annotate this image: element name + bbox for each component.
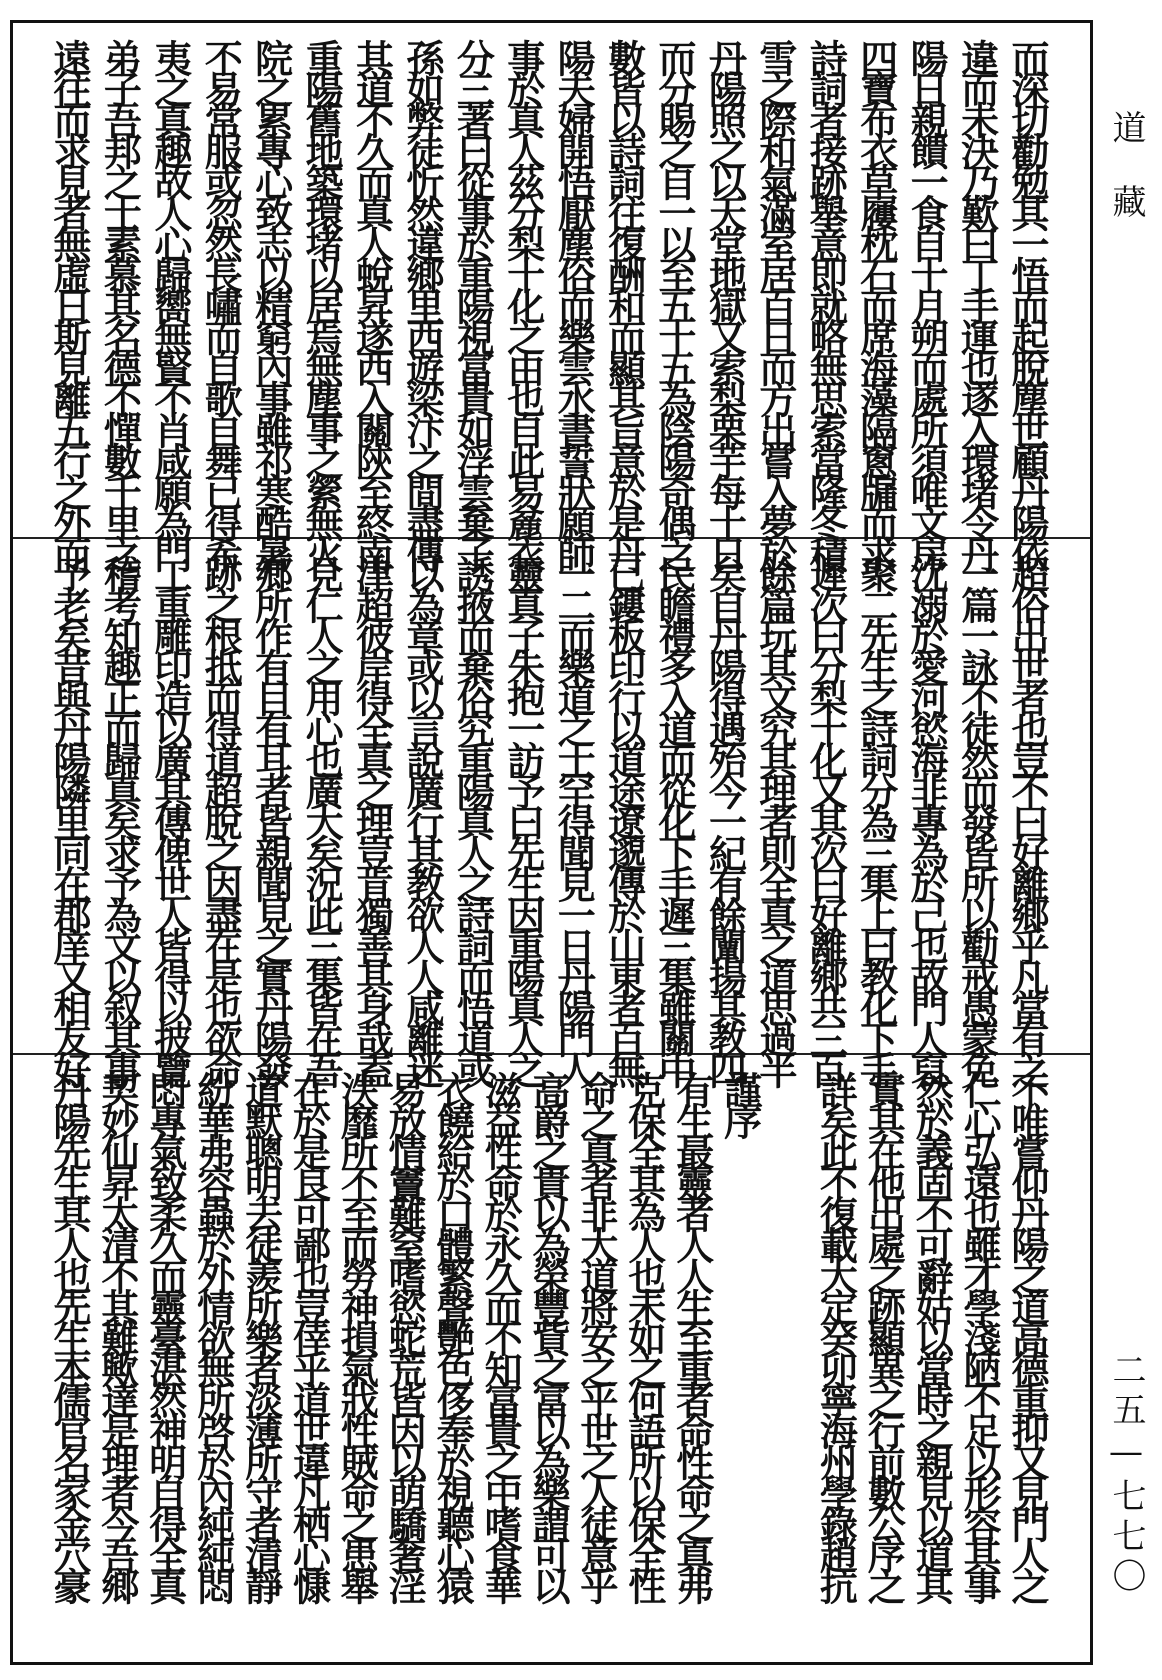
text-column: 夷之真趣故人心歸嚮無賢不肖咸願為門	[147, 39, 193, 566]
text-column: 鄉所作有目有耳者皆親聞見之實丹陽發	[248, 555, 294, 1082]
text-column: 陽日親饋一食自十月朔而處所須唯文房	[904, 39, 950, 566]
text-column: 衣饒給於口體繁聲艷色侈奉於視聽心猿	[430, 1071, 476, 1598]
text-column: 紛華弗容蟲於外情欲無所啓於內純純悶	[190, 1071, 236, 1598]
text-column: 詩詞者接跡舉意即就略無思索當隆冬積	[803, 39, 849, 566]
text-column: 謹序	[717, 1071, 763, 1133]
text-column: 雪之際和氣滿室居百日而方出嘗入夢於	[752, 39, 798, 566]
text-column: 道默聰明去徒羨所樂者淡薄所守者清靜	[238, 1071, 284, 1598]
text-column: 分三著曰從事於重陽視富貴如浮雲棄子	[450, 39, 496, 566]
text-column: 遲次曰分梨十化又其次曰好離鄉共三百	[803, 555, 849, 1082]
text-column: 誘掖而棄俗究重陽真人之詩詞而悟道或	[450, 555, 496, 1082]
text-column: 丹陽照之以天堂地獄又索梨栗芋每十日	[702, 39, 748, 566]
text-column: 在於是良可鄙也豈倖乎道世違凡栖心慷	[286, 1071, 332, 1598]
text-column: 院之累專心致志以精窮內事雖祁寒酷暑	[248, 39, 294, 566]
text-column: 然於義固不可辭姑以當時之親見以道其	[909, 1071, 955, 1598]
text-column: 一二而樂道之士罕得聞見一日丹陽門人	[551, 555, 597, 1082]
text-column: 陽夫婦開悟厭塵俗而樂雲水書誓狀願師	[551, 39, 597, 566]
text-column: 以為章或以言說廣行其教欲人人咸離迷	[399, 555, 445, 1082]
text-column: 而分賜之自一以至五十五為陰陽奇偶之	[652, 39, 698, 566]
text-column: 數皆以詩詞往復酬和而顯其旨意於是丹	[601, 39, 647, 566]
text-column: 而深切勸勉其一悟而起脫塵世顧丹陽依	[1005, 39, 1050, 566]
page-number: 二五—七七〇	[1106, 1352, 1146, 1598]
text-column: 契妙仙昇太清不其難歟達是理者今吾鄉	[94, 1071, 140, 1598]
text-column: 不唯嘗仰丹陽之道高德重抑又見門人之	[1005, 1071, 1050, 1598]
register-top	[13, 23, 1090, 566]
text-column: 津超彼岸得全真之理豈肯獨善其身哉盍	[349, 555, 395, 1082]
text-column: 泆靡所不至而勞神損氣戕性賊命之患舉	[334, 1071, 380, 1598]
collection-label: 道藏	[1106, 110, 1146, 258]
text-column: 孫如弊徒忻然違鄉里西遊梁汴之間盡傳	[399, 39, 445, 566]
text-column: 詳矣此不復載大定癸卯寧海州學錄趙抗	[813, 1071, 859, 1598]
text-column: 違而未決乃歎曰丁手運也遂入環堵令丹	[954, 39, 1000, 566]
text-column: 遠往而求見者無虛日斯見離五行之外而	[47, 39, 92, 566]
register-middle	[13, 539, 1090, 1082]
text-column: 重陽舊地築環堵以居焉無塵事之縈無火	[299, 39, 345, 566]
text-column: 易放情竇難窒嗜慾蛇荒皆因以萌驕奢淫	[382, 1071, 428, 1598]
text-column: 沈溺於愛河慾海非專為於己也故門人裒	[904, 555, 950, 1082]
register-bottom	[13, 1055, 1090, 1598]
page-frame	[10, 20, 1093, 1665]
text-column: 聚二先生之詩詞分為三集上曰教化下手	[853, 555, 899, 1082]
text-column: 事於真人茲分梨十化之由也自此易麄衣	[500, 39, 546, 566]
text-column: 有生最靈者人人生至重者命性命之真弗	[669, 1071, 715, 1598]
text-column: 滋益性命於永久而不知富貴之中嗜食華	[478, 1071, 524, 1598]
text-column: 民瞻禮多入道而從化下手遲三集雖關中	[652, 555, 698, 1082]
text-column: 四寶布衣草屨枕石而席海藻隔窻牖而求	[853, 39, 899, 566]
text-column: 工重雕印造以廣其傳俾世人皆得以披覽	[147, 555, 193, 1082]
text-column	[768, 1071, 808, 1559]
text-column: 稽考知趣正而歸真矣求予為文以叙其事	[97, 555, 143, 1082]
text-column: 跡之根抵而得道超脫之因盡在是也欲命	[198, 555, 244, 1082]
text-column: 予老矣昔與丹陽隣里同在郡庠又相友好	[47, 555, 92, 1082]
text-column: 高爵之貴以為榮豐貲之富以為樂謂可以	[526, 1071, 571, 1598]
text-column: 丹陽先生其人也先生本儒官名家金穴豪	[47, 1071, 92, 1598]
text-column: 克保全其為人也未如之何語所以保全性	[621, 1071, 667, 1598]
text-column: 超俗出世者也豈不曰好離鄉乎凡當有之	[1005, 555, 1050, 1082]
text-column: 命之真者非大道將安之乎世之人徒意乎	[573, 1071, 619, 1598]
text-column: 靈真子朱抱一訪予曰先生因重陽真人之	[500, 555, 546, 1082]
text-column: 已鏤板印行以道途遼邈傳於山東者百無	[601, 555, 647, 1082]
text-column: 其道不久而真人蛻昇遂西入關陝至終南	[349, 39, 395, 566]
text-column: 悶專氣致柔久而靈臺湛然神明自得全真	[142, 1071, 188, 1598]
text-column: 一篇一詠不徒然而發皆所以勸戒愚蒙免	[954, 555, 1000, 1082]
text-column: 矣自丹陽得遇殆今一紀有餘闡揚其教四	[702, 555, 748, 1082]
text-column: 餘篇玩其文究其理者則全真之道思過半	[752, 555, 798, 1082]
text-column: 仁心弘遠也雖才學淺陋不足以形容其事	[957, 1071, 1003, 1598]
text-column: 弟子吾邦之士素慕其名德不憚數千里之	[97, 39, 143, 566]
text-column: 實其在他出處之跡顯異之行前數公序之	[861, 1071, 907, 1598]
text-column: 不易常服或忽然長嘯而自歌自舞已得希	[198, 39, 244, 566]
text-column: 見仁人之用心也廣大矣況此三集皆在吾	[299, 555, 345, 1082]
